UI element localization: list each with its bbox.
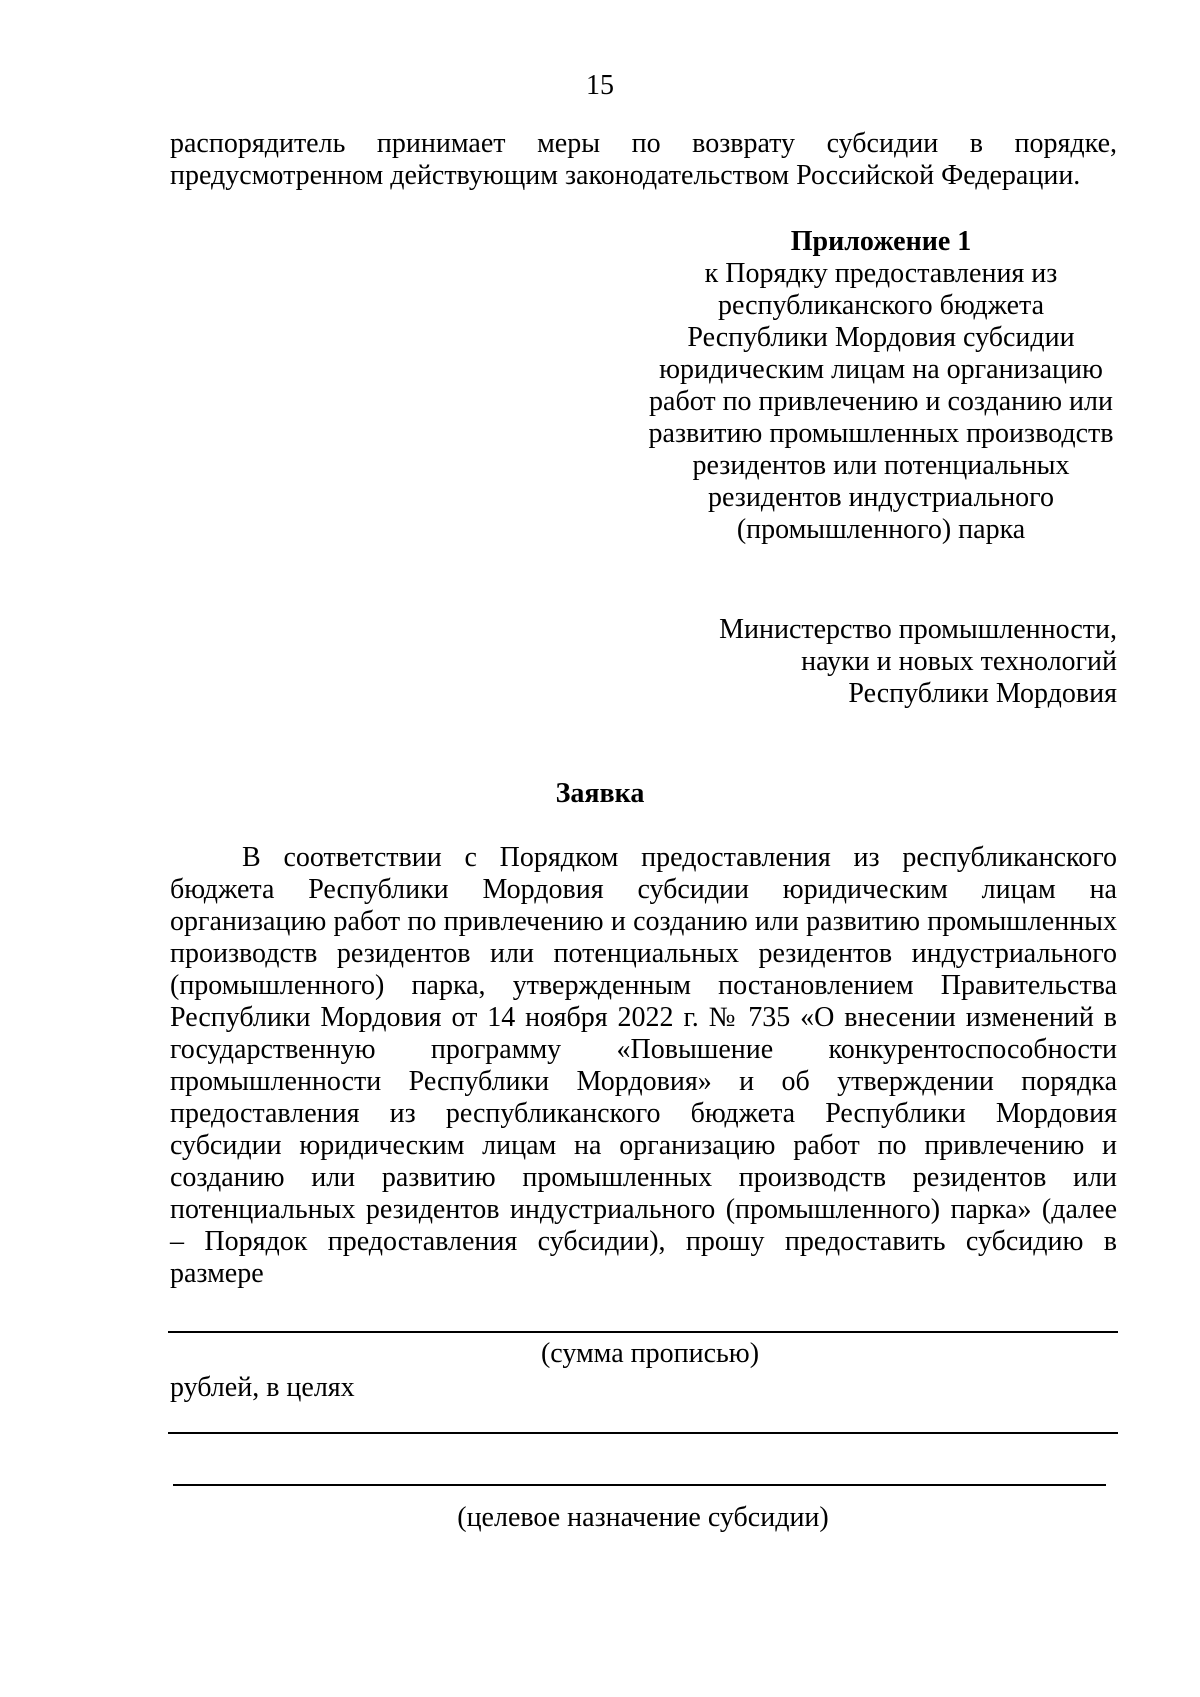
appendix-line: резидентов или потенциальных (692, 450, 1070, 481)
appendix-title: Приложение 1 (790, 226, 972, 257)
appendix-block (645, 226, 1117, 546)
appendix-line: развитию промышленных производств (648, 418, 1114, 449)
page-number: 15 (586, 70, 614, 101)
amount-fill-line[interactable] (168, 1331, 1118, 1333)
appendix-line: работ по привлечению и созданию или (649, 386, 1113, 417)
purpose-fill-line-1[interactable] (168, 1432, 1118, 1434)
amount-caption: (сумма прописью) (540, 1338, 760, 1369)
appendix-line: Республики Мордовия субсидии (687, 322, 1075, 353)
purpose-fill-line-2[interactable] (173, 1484, 1106, 1486)
appendix-line: юридическим лицам на организацию (659, 354, 1103, 385)
document-title: Заявка (555, 778, 645, 809)
rubles-label: рублей, в целях (170, 1372, 355, 1403)
appendix-line: резидентов индустриального (708, 482, 1054, 513)
body-paragraph: В соответствии с Порядком предоставления из республиканского бюджета Республики Мордовия субсидии юридическим лицам на организацию работ по привлечению и созданию или развитию промышленных производств резидентов или потенциальных резидентов индустриального (промышленного) парка, утвержденным постановлением Правительства Республики Мордовия от 14 ноября 2022 г. № 735 «О внесении изменений в государственную программу «Повышение конкурентоспособности промышленности Республики Мордовия» и об утверждении порядка предоставления из республиканского бюджета Республики Мордовия субсидии юридическим лицам на организацию работ по привлечению и созданию или развитию промышленных производств резидентов или потенциальных резидентов индустриального (промышленного) парка» (далее – Порядок предоставления субсидии), прошу предоставить субсидию в размере (170, 842, 1117, 1289)
addressee-line: Министерство промышленности, (719, 614, 1117, 645)
intro-paragraph: распорядитель принимает меры по возврату субсидии в порядке, предусмотренном действующим законодательством Российской Федерации. (170, 128, 1117, 191)
appendix-line: республиканского бюджета (717, 290, 1045, 321)
purpose-caption: (целевое назначение субсидии) (457, 1502, 829, 1533)
appendix-line: (промышленного) парка (736, 514, 1026, 545)
appendix-line: к Порядку предоставления из (704, 258, 1058, 289)
addressee-block (617, 614, 1117, 710)
addressee-line: Республики Мордовия (848, 678, 1117, 709)
addressee-line: науки и новых технологий (801, 646, 1117, 677)
